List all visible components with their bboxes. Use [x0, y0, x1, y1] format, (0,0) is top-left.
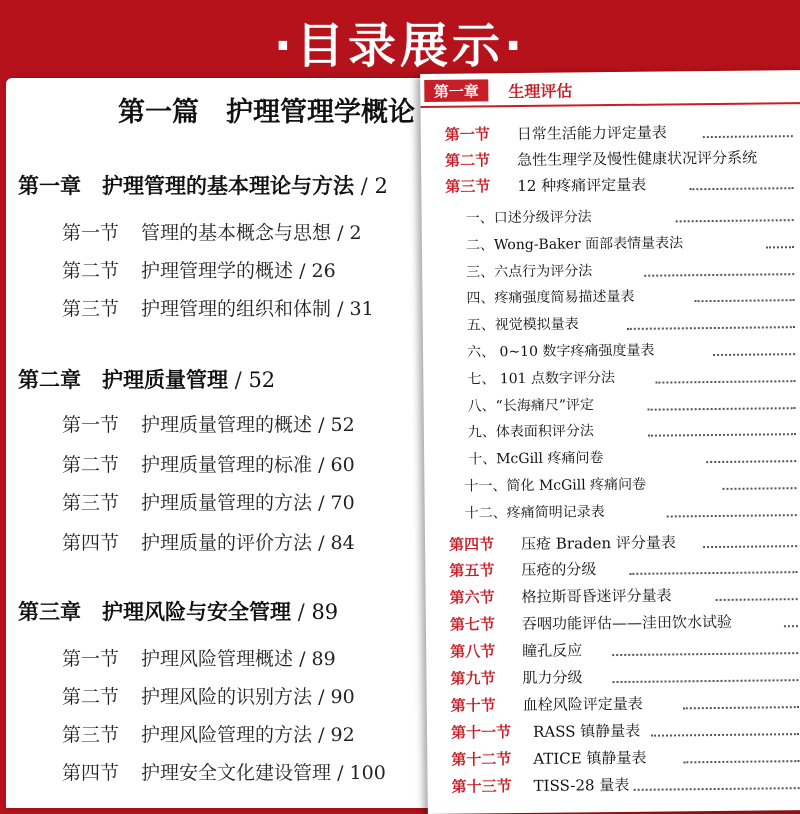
section-entry [62, 410, 355, 437]
right-section-label: 第十一节 [450, 723, 512, 742]
section-entry [62, 450, 355, 477]
section-page: 2 [349, 222, 362, 244]
section-label: 第三节 [62, 298, 120, 320]
dot-leader [713, 353, 795, 356]
section-title: 管理的基本概念与思想 [141, 222, 332, 244]
right-subitem: 三、六点行为评分法 [466, 262, 593, 281]
section-label: 第一节 [62, 648, 120, 670]
section-page: 92 [330, 724, 355, 746]
page-separator: / [291, 600, 312, 624]
page-separator: / [331, 762, 350, 784]
chapter-title: 第二章 护理质量管理 [18, 368, 228, 392]
right-section-entry [450, 611, 732, 635]
dot-leader [648, 407, 796, 411]
right-section-title: TISS-28 量表 [533, 775, 630, 795]
right-section-label: 第二节 [444, 151, 491, 170]
dot-leader [648, 434, 796, 438]
section-title: 护理管理学的概述 [141, 260, 294, 282]
right-section-title: 瞳孔反应 [522, 641, 583, 661]
section-page: 89 [311, 648, 336, 670]
section-title: 护理风险管理的方法 [141, 724, 313, 746]
section-title: 护理质量管理的概述 [141, 414, 313, 436]
right-subitem: 十、McGill 疼痛问卷 [468, 450, 604, 468]
right-section-entry [451, 774, 629, 797]
section-entry [62, 682, 355, 709]
chapter-page: 52 [248, 368, 276, 392]
section-entry [62, 528, 355, 555]
right-section-label: 第五节 [449, 561, 495, 580]
right-section-entry [445, 147, 757, 171]
page-separator: / [228, 368, 249, 392]
section-page: 31 [349, 298, 374, 320]
dot-leader [683, 706, 799, 709]
dot-leader [766, 246, 794, 248]
section-title: 护理质量管理的方法 [141, 492, 313, 514]
page-separator: / [312, 686, 331, 708]
dot-leader [695, 300, 795, 303]
section-page: 84 [330, 532, 355, 554]
section-title: 护理安全文化建设管理 [141, 762, 332, 784]
chapter-page: 2 [374, 174, 388, 198]
right-subitem: 十一、简化 McGill 疼痛问卷 [464, 476, 647, 495]
right-section-title: 肌力分级 [522, 668, 583, 688]
dot-leader [689, 187, 793, 190]
right-section-title: 压疮的分级 [521, 560, 597, 580]
right-section-entry [445, 121, 667, 144]
page-separator: / [312, 414, 331, 436]
dot-leader [703, 135, 793, 138]
right-section-entry [449, 531, 676, 554]
right-section-title: 压疮 Braden 评分量表 [520, 533, 676, 554]
part-title: 第一篇 护理管理学概论 [118, 97, 415, 128]
dot-leader [613, 679, 799, 683]
page-separator: / [293, 648, 312, 670]
right-section-label: 第八节 [450, 642, 496, 661]
right-section-title: 急性生理学及慢性健康状况评分系统 [516, 148, 758, 170]
page-separator: / [293, 260, 312, 282]
dot-leader [683, 760, 799, 763]
page-separator: / [312, 492, 331, 514]
section-page: 60 [330, 454, 355, 476]
chapter-entry [18, 596, 338, 626]
dot-leader [676, 219, 794, 222]
section-entry [62, 488, 355, 515]
section-page: 70 [330, 492, 355, 514]
dot-leader [706, 460, 796, 463]
right-section-label: 第四节 [448, 535, 495, 554]
section-label: 第一节 [62, 222, 120, 244]
section-label: 第二节 [62, 260, 120, 282]
dot-leader [784, 625, 798, 627]
section-label: 第一节 [62, 414, 120, 436]
section-entry [62, 256, 336, 283]
dot-leader [655, 380, 795, 383]
right-section-label: 第一节 [444, 125, 490, 144]
right-header [420, 70, 800, 104]
right-section-label: 第十节 [450, 696, 496, 715]
section-entry [62, 720, 355, 747]
right-section-label: 第七节 [449, 615, 496, 634]
chapter-page: 89 [311, 600, 339, 624]
section-title: 护理风险管理概述 [141, 648, 294, 670]
right-subitem: 七、 101 点数字评分法 [467, 369, 616, 388]
page-separator: / [312, 532, 331, 554]
chapter-title: 第一章 护理管理的基本理论与方法 [18, 174, 354, 198]
dot-leader [651, 733, 799, 737]
right-section-title: ATICE 镇静量表 [533, 748, 647, 768]
chapter-title: 第三章 护理风险与安全管理 [18, 600, 291, 624]
section-entry [62, 644, 336, 671]
right-section-label: 第十三节 [451, 777, 512, 796]
dot-leader [627, 326, 795, 330]
section-title: 护理质量管理的标准 [141, 454, 313, 476]
dot-leader [716, 598, 798, 601]
section-label: 第二节 [62, 454, 120, 476]
right-subitem: 六、 0~10 数字疼痛强度量表 [466, 342, 655, 361]
right-page [420, 70, 800, 814]
page-separator: / [354, 174, 375, 198]
right-subitem: 十二、疼痛简明记录表 [464, 503, 605, 522]
left-page [6, 78, 466, 808]
right-subitem: 五、视觉模拟量表 [466, 316, 579, 334]
chapter-entry [18, 364, 275, 394]
right-section-entry [451, 747, 646, 770]
section-title: 护理风险的识别方法 [141, 686, 313, 708]
section-label: 第四节 [62, 762, 120, 784]
right-section-title: 格拉斯哥昏迷评分量表 [521, 586, 672, 607]
section-label: 第三节 [62, 724, 120, 746]
dot-leader [703, 545, 797, 548]
dot-leader [644, 273, 794, 277]
right-section-entry [449, 558, 596, 581]
right-section-title: 日常生活能力评定量表 [516, 123, 667, 144]
right-section-title: RASS 镇静量表 [532, 721, 641, 741]
right-section-label: 第九节 [450, 669, 496, 688]
right-section-entry [450, 639, 582, 661]
section-title: 护理管理的组织和体制 [141, 298, 332, 320]
section-title: 护理质量的评价方法 [141, 532, 313, 554]
dot-leader [722, 487, 796, 490]
right-section-label: 第十二节 [451, 750, 512, 769]
section-entry [62, 294, 374, 321]
right-subitem: 九、体表面积评分法 [467, 423, 594, 441]
right-section-entry [451, 720, 640, 743]
chapter-entry [18, 170, 388, 200]
section-label: 第二节 [62, 686, 120, 708]
dot-leader [667, 514, 797, 517]
right-subitem: 八、“长海痛尺”评定 [467, 396, 595, 415]
right-section-entry [450, 666, 582, 688]
page-separator: / [331, 298, 350, 320]
right-subitem: 四、疼痛强度简易描述量表 [466, 289, 635, 307]
right-section-title: 血栓风险评定量表 [522, 694, 643, 715]
right-subitem: 二、Wong-Baker 面部表情量表法 [465, 235, 684, 254]
page-separator: / [312, 454, 331, 476]
section-label: 第四节 [62, 532, 120, 554]
right-chapter-label: 第一章 [424, 79, 488, 102]
right-section-entry [450, 584, 672, 607]
section-entry [62, 218, 362, 245]
right-section-entry [445, 174, 646, 197]
section-label: 第三节 [62, 492, 120, 514]
right-section-label: 第六节 [449, 588, 495, 607]
right-chapter-title: 生理评估 [508, 81, 573, 102]
dot-leader [612, 652, 798, 656]
section-page: 52 [330, 414, 355, 436]
right-section-label: 第三节 [445, 177, 491, 196]
section-page: 26 [311, 260, 336, 282]
right-section-entry [451, 693, 643, 716]
section-page: 90 [330, 686, 355, 708]
page-separator: / [331, 222, 350, 244]
right-section-title: 12 种疼痛评定量表 [517, 175, 647, 196]
section-page: 100 [349, 762, 386, 784]
right-section-title: 吞咽功能评估——洼田饮水试验 [521, 612, 732, 634]
banner-title: ·目录展示· [273, 17, 527, 74]
dot-leader [634, 787, 800, 791]
dot-leader [629, 571, 797, 575]
page-separator: / [312, 724, 331, 746]
right-subitem: 一、口述分级评分法 [465, 209, 592, 227]
section-entry [62, 758, 386, 785]
